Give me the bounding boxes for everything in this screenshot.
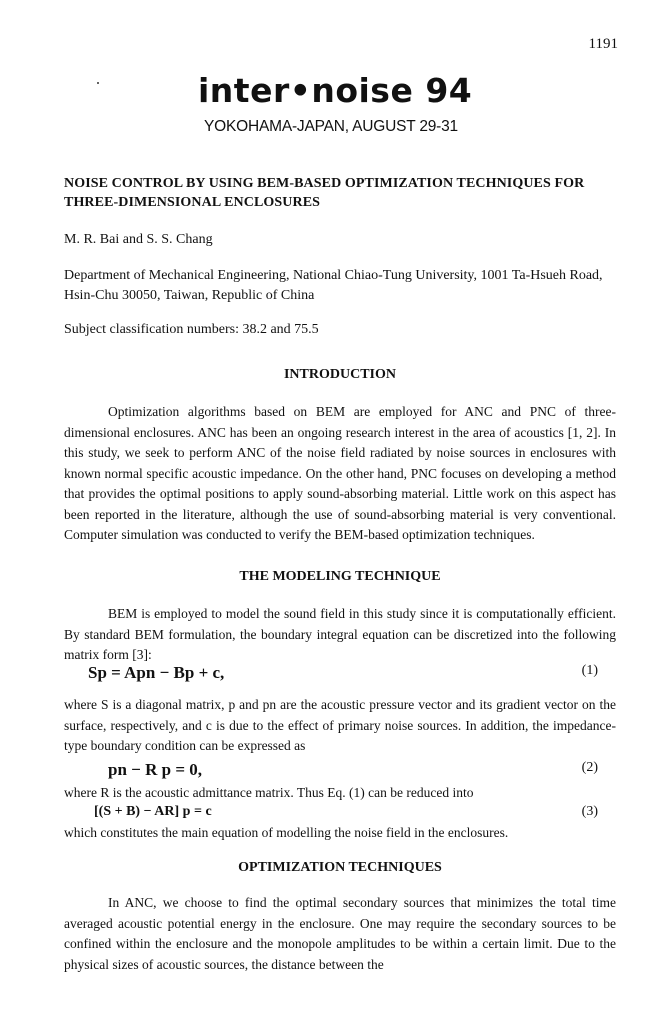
speck-mark <box>97 82 99 84</box>
conference-logo: inter•noise 94 <box>198 71 473 110</box>
section-heading-modeling: THE MODELING TECHNIQUE <box>239 569 441 584</box>
equation-2-expression: pn − R p = 0, <box>108 760 203 779</box>
equation-1-expression: Sp = Apn − Bp + c, <box>88 663 225 682</box>
subject-classification: Subject classification numbers: 38.2 and 75.5 <box>64 322 319 337</box>
equation-1 <box>64 663 616 687</box>
paper-authors: M. R. Bai and S. S. Chang <box>64 232 213 247</box>
conference-venue: YOKOHAMA-JAPAN, AUGUST 29-31 <box>204 118 458 135</box>
optimization-paragraph: In ANC, we choose to find the optimal secondary sources that minimizes the total time averaged acoustic potential energy in the enclosure. One may require the secondary sources to be confined within the enclosure and the monopole amplitudes to be within a certain limit. Due to the physical sizes of acoustic sources, the distance between the <box>64 895 616 972</box>
equation-2 <box>64 760 616 784</box>
section-heading-introduction: INTRODUCTION <box>283 367 396 382</box>
equation-1-number: (1) <box>581 663 598 678</box>
page-number: 1191 <box>588 36 618 52</box>
modeling-paragraph-4: which constitutes the main equation of modelling the noise field in the enclosures. <box>64 825 509 840</box>
introduction-paragraph: Optimization algorithms based on BEM are employed for ANC and PNC of three-dimensional enclosures. ANC has been an ongoing research interest in the area of acoustics [1, 2]. In this study, we seek to perform ANC of the noise field radiated by noise sources in enclosures with known normal specific acoustic impedance. On the other hand, PNC focuses on developing a method that provides the optimal positions to apply sound-absorbing material. Little work on this aspect has been reported in the literature, although the use of sound-absorbing material is very conventional. Computer simulation was conducted to verify the BEM-based optimization techniques. <box>64 404 616 542</box>
modeling-paragraph-2: where S is a diagonal matrix, p and pn are the acoustic pressure vector and its gradient vector on the surface, respectively, and c is due to the effect of primary noise sources. In addition, the impedance-type boundary condition can be expressed as <box>64 697 616 753</box>
equation-3-expression: [(S + B) − AR] p = c <box>94 804 212 819</box>
modeling-paragraph-1: BEM is employed to model the sound field in this study since it is computationally efficient. By standard BEM formulation, the boundary integral equation can be discretized into the following matrix form [3]: <box>64 606 616 662</box>
equation-2-number: (2) <box>581 760 598 775</box>
paper-title: NOISE CONTROL BY USING BEM-BASED OPTIMIZATION TECHNIQUES FOR THREE-DIMENSIONAL ENCLOSURES <box>64 176 585 210</box>
section-heading-optimization: OPTIMIZATION TECHNIQUES <box>238 860 442 875</box>
equation-3-number: (3) <box>581 804 598 819</box>
modeling-paragraph-3: where R is the acoustic admittance matrix. Thus Eq. (1) can be reduced into <box>64 785 474 800</box>
paper-affiliation: Department of Mechanical Engineering, National Chiao-Tung University, 1001 Ta-Hsueh Road, Hsin-Chu 30050, Taiwan, Republic of China <box>64 268 603 303</box>
equation-3 <box>64 804 616 824</box>
